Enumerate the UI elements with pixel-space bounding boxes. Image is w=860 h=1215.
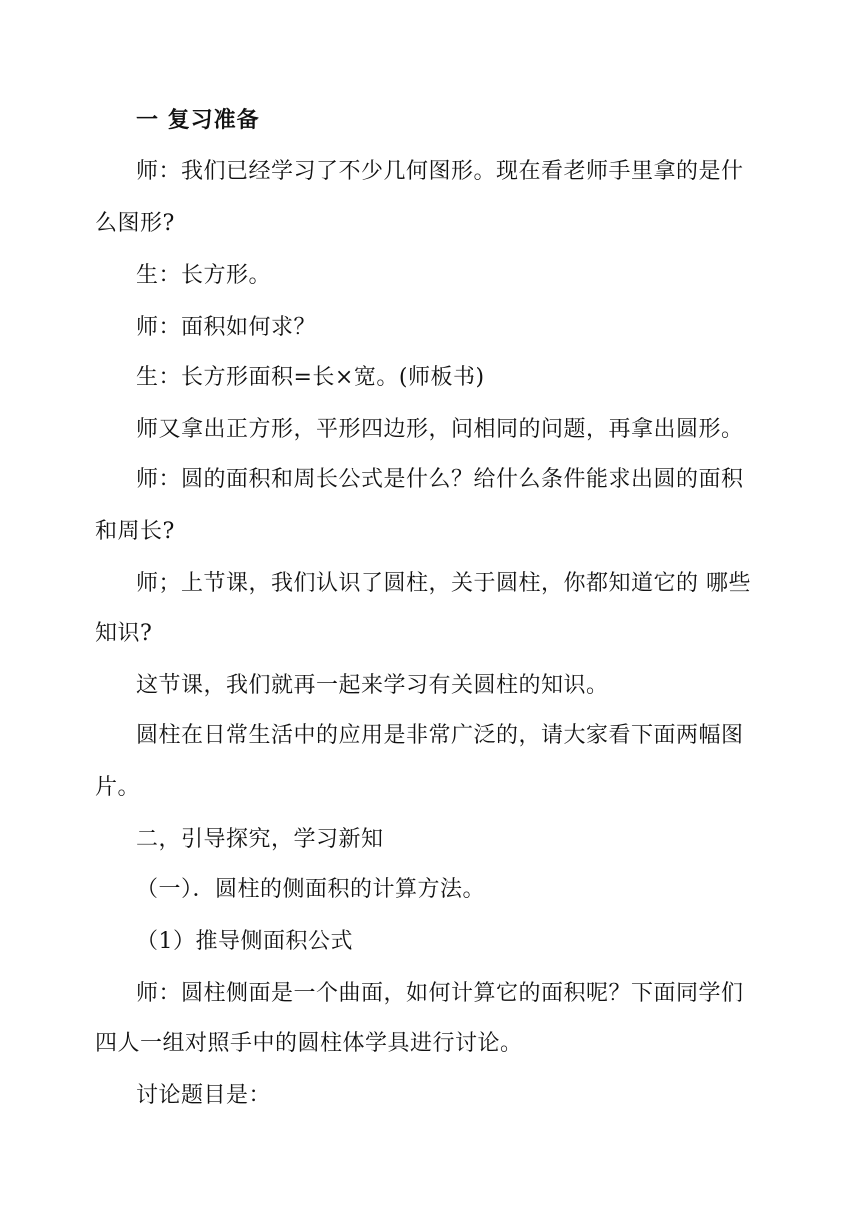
paragraph-line: 师又拿出正方形，平形四边形，问相同的问题，再拿出圆形。 (136, 417, 744, 442)
paragraph-line: 和周长? (95, 519, 175, 544)
paragraph-line: 生：长方形面积=长×宽。(师板书) (136, 365, 485, 390)
section-heading: 一 复习准备 (136, 107, 260, 133)
section-heading: 二，引导探究，学习新知 (136, 827, 384, 852)
paragraph-line: 讨论题目是： (136, 1083, 272, 1108)
paragraph-line: 么图形? (95, 211, 175, 236)
paragraph-line: 生：长方形。 (136, 263, 272, 288)
paragraph-line: 这节课，我们就再一起来学习有关圆柱的知识。 (136, 673, 609, 698)
paragraph-line: 师：面积如何求？ (136, 315, 317, 340)
paragraph-line: 师：我们已经学习了不少几何图形。现在看老师手里拿的是什 (136, 159, 744, 184)
subsection-heading: （一）．圆柱的侧面积的计算方法。 (136, 877, 486, 902)
paragraph-line: 片。 (95, 775, 141, 800)
paragraph-line: 知识? (95, 621, 153, 646)
subsection-heading: （1）推导侧面积公式 (136, 929, 353, 954)
paragraph-line: 四人一组对照手中的圆柱体学具进行讨论。 (95, 1031, 523, 1056)
paragraph-line: 圆柱在日常生活中的应用是非常广泛的，请大家看下面两幅图 (136, 723, 744, 748)
paragraph-line: 师：圆的面积和周长公式是什么？给什么条件能求出圆的面积 (136, 467, 744, 492)
paragraph-line: 师；上节课，我们认识了圆柱，关于圆柱，你都知道它的 哪些 (136, 571, 751, 596)
paragraph-line: 师：圆柱侧面是一个曲面，如何计算它的面积呢？下面同学们 (136, 981, 744, 1006)
